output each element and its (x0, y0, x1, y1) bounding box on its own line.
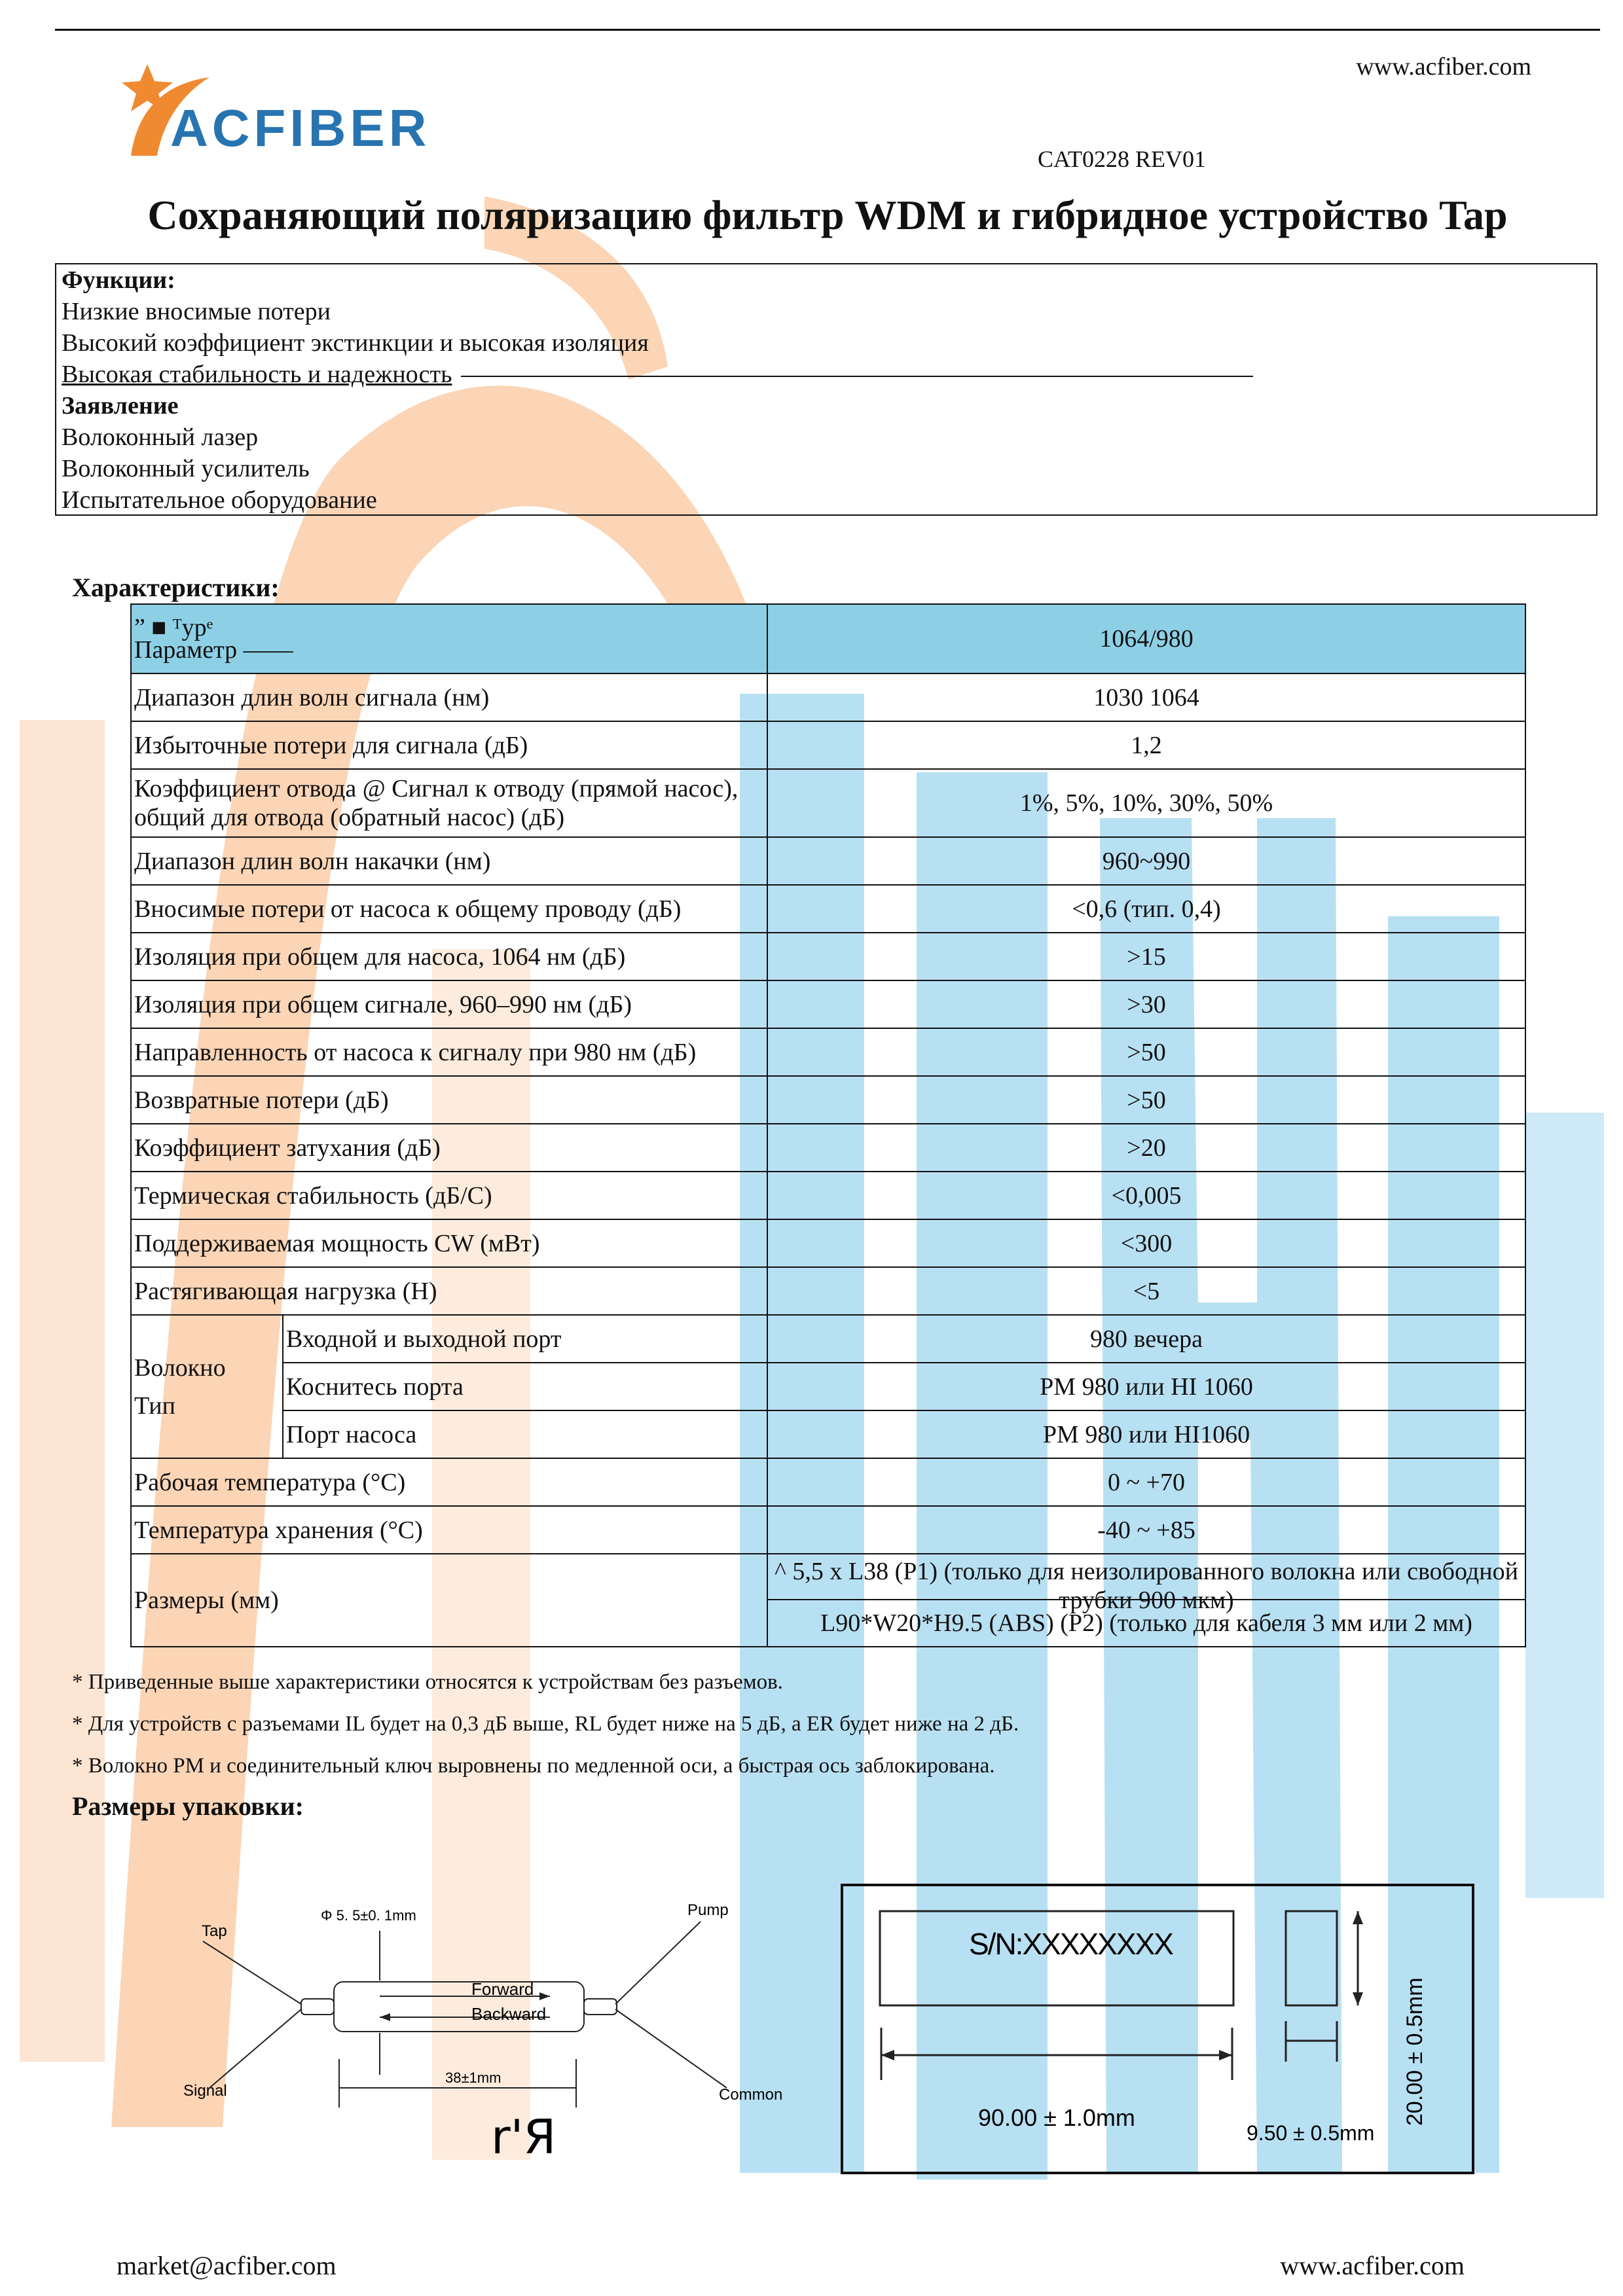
header-website: www.acfiber.com (1356, 53, 1531, 81)
forward-label: Forward (471, 1979, 534, 1999)
param-cell: Направленность от насоса к сигналу при 980 нм (дБ) (131, 1028, 767, 1076)
param-cell: Размеры (мм) (131, 1554, 767, 1647)
length-label: 90.00 ± 1.0mm (978, 2104, 1135, 2131)
table-row (131, 1172, 1525, 1219)
table-row (131, 980, 1525, 1028)
port-cell: Коснитесь порта (283, 1363, 767, 1410)
note-item: * Волокно PM и соединительный ключ выровнены по медленной оси, а быстрая ось заблокирована. (72, 1754, 995, 1778)
param-cell: Диапазон длин волн накачки (нм) (131, 837, 767, 885)
value-cell: 1030 1064 (767, 673, 1525, 721)
param-cell: Растягивающая нагрузка (Н) (131, 1267, 767, 1315)
dimensions-p1: ^ 5,5 x L38 (P1) (только для неизолированного волокна или свободной трубки 900 мкм) (775, 1558, 1518, 1614)
diameter-label: Φ 5. 5±0. 1mm (321, 1907, 416, 1924)
backward-label: Backward (471, 2004, 547, 2024)
function-item: Высокий коэффициент экстинкции и высокая изоляция (62, 329, 649, 357)
package-heading: Размеры упаковки: (72, 1791, 304, 1821)
fiber-label: Волокно (134, 1354, 226, 1382)
fiber-type-cell (131, 1315, 283, 1458)
param-cell: Изоляция при общем сигнале, 960–990 нм (дБ) (131, 980, 767, 1028)
value-cell: 0 ~ +70 (767, 1458, 1525, 1506)
application-item: Испытательное оборудование (62, 486, 377, 514)
param-cell: Коэффициент отвода @ Сигнал к отводу (прямой насос), общий для отвода (обратный насос) (дБ) (131, 769, 767, 837)
value-cell: 980 вечера (767, 1315, 1525, 1363)
value-cell: 1,2 (767, 721, 1525, 769)
table-row (131, 1506, 1525, 1554)
value-cell: <0,005 (767, 1172, 1525, 1219)
port-cell: Порт насоса (283, 1410, 767, 1458)
table-row (131, 933, 1525, 980)
footer-email[interactable]: market@acfiber.com (117, 2251, 337, 2280)
signal-label: Signal (183, 2082, 227, 2100)
functions-heading: Функции: (62, 266, 175, 294)
param-cell: Изоляция при общем для насоса, 1064 нм (дБ) (131, 933, 767, 980)
table-row (131, 1458, 1525, 1506)
table-row (131, 1410, 1525, 1458)
value-cell: <5 (767, 1267, 1525, 1315)
table-header-row (131, 604, 1525, 673)
param-cell: Температура хранения (°C) (131, 1506, 767, 1554)
pump-label: Pump (687, 1901, 729, 1919)
table-row (131, 769, 1525, 837)
features-box (55, 263, 1597, 516)
param-cell: Термическая стабильность (дБ/С) (131, 1172, 767, 1219)
tube-device-diagram (183, 1892, 799, 2166)
footer-website[interactable]: www.acfiber.com (1280, 2251, 1465, 2280)
notes (72, 1661, 1019, 1787)
value-cell: <0,6 (тип. 0,4) (767, 885, 1525, 933)
value-cell: >50 (767, 1028, 1525, 1076)
value-cell: PM 980 или HI1060 (767, 1410, 1525, 1458)
type-label: Тип (134, 1391, 175, 1420)
table-row (131, 885, 1525, 933)
table-row (131, 1124, 1525, 1172)
table-row (131, 673, 1525, 721)
note-item: * Для устройств с разъемами IL будет на 0,3 дБ выше, RL будет ниже на 5 дБ, а ER будет ниже на 2 дБ. (72, 1712, 1019, 1736)
table-row (131, 1028, 1525, 1076)
table-row (131, 721, 1525, 769)
table-row (131, 1219, 1525, 1267)
application-heading: Заявление (62, 392, 179, 420)
function-item: Низкие вносимые потери (62, 298, 331, 325)
value-cell: 1%, 5%, 10%, 30%, 50% (767, 769, 1525, 837)
page-title: Сохраняющий поляризацию фильтр WDM и гибридное устройство Tap (147, 192, 1508, 238)
param-cell: Рабочая температура (°C) (131, 1458, 767, 1506)
tap-label: Tap (202, 1922, 227, 1940)
specs-table (130, 603, 1526, 1647)
value-cell: >20 (767, 1124, 1525, 1172)
sn-label: S/N:XXXXXXXX (969, 1927, 1173, 1961)
table-row (131, 837, 1525, 885)
abs-box-diagram (841, 1884, 1474, 2185)
value-cell: >50 (767, 1076, 1525, 1124)
height-label: 20.00 ± 0.5mm (1402, 1977, 1427, 2126)
length-label: 38±1mm (445, 2070, 501, 2086)
port-cell: Входной и выходной порт (283, 1315, 767, 1363)
value-cell: >30 (767, 980, 1525, 1028)
top-rule (55, 29, 1600, 31)
value-cell: PM 980 или HI 1060 (767, 1363, 1525, 1410)
width-label: 9.50 ± 0.5mm (1247, 2121, 1375, 2145)
param-cell: Коэффициент затухания (дБ) (131, 1124, 767, 1172)
table-row (131, 1315, 1525, 1363)
table-row (131, 1554, 1525, 1600)
param-cell: Возвратные потери (дБ) (131, 1076, 767, 1124)
value-cell: <300 (767, 1219, 1525, 1267)
table-row (131, 1076, 1525, 1124)
application-item: Волоконный усилитель (62, 455, 310, 482)
diagram-caption: r'Я (491, 2109, 556, 2164)
table-row (131, 1363, 1525, 1410)
header-param-cell (131, 604, 767, 673)
value-cell: >15 (767, 933, 1525, 980)
header-param-label: Параметр —— (134, 636, 293, 664)
value-cell: 960~990 (767, 837, 1525, 885)
underline-rule (461, 376, 1253, 377)
table-row (131, 1267, 1525, 1315)
note-item: * Приведенные выше характеристики относятся к устройствам без разъемов. (72, 1670, 783, 1694)
header-value-cell: 1064/980 (767, 604, 1525, 673)
value-cell (767, 1554, 1525, 1614)
specs-heading: Характеристики: (72, 573, 280, 602)
param-cell: Диапазон длин волн сигнала (нм) (131, 673, 767, 721)
header-type-label: ” ■ ᵀypᵉ (134, 614, 213, 641)
value-cell: L90*W20*H9.5 (ABS) (P2) (только для кабеля 3 мм или 2 мм) (767, 1600, 1525, 1647)
acfiber-logo (111, 58, 465, 169)
logo-text: ACFIBER (170, 99, 431, 157)
param-cell: Избыточные потери для сигнала (дБ) (131, 721, 767, 769)
common-label: Common (719, 2086, 783, 2104)
application-item: Волоконный лазер (62, 423, 259, 451)
function-item: Высокая стабильность и надежность (62, 361, 452, 388)
catalog-code: CAT0228 REV01 (1038, 146, 1207, 172)
param-cell: Вносимые потери от насоса к общему проводу (дБ) (131, 885, 767, 933)
value-cell: -40 ~ +85 (767, 1506, 1525, 1554)
param-cell: Поддерживаемая мощность CW (мВт) (131, 1219, 767, 1267)
